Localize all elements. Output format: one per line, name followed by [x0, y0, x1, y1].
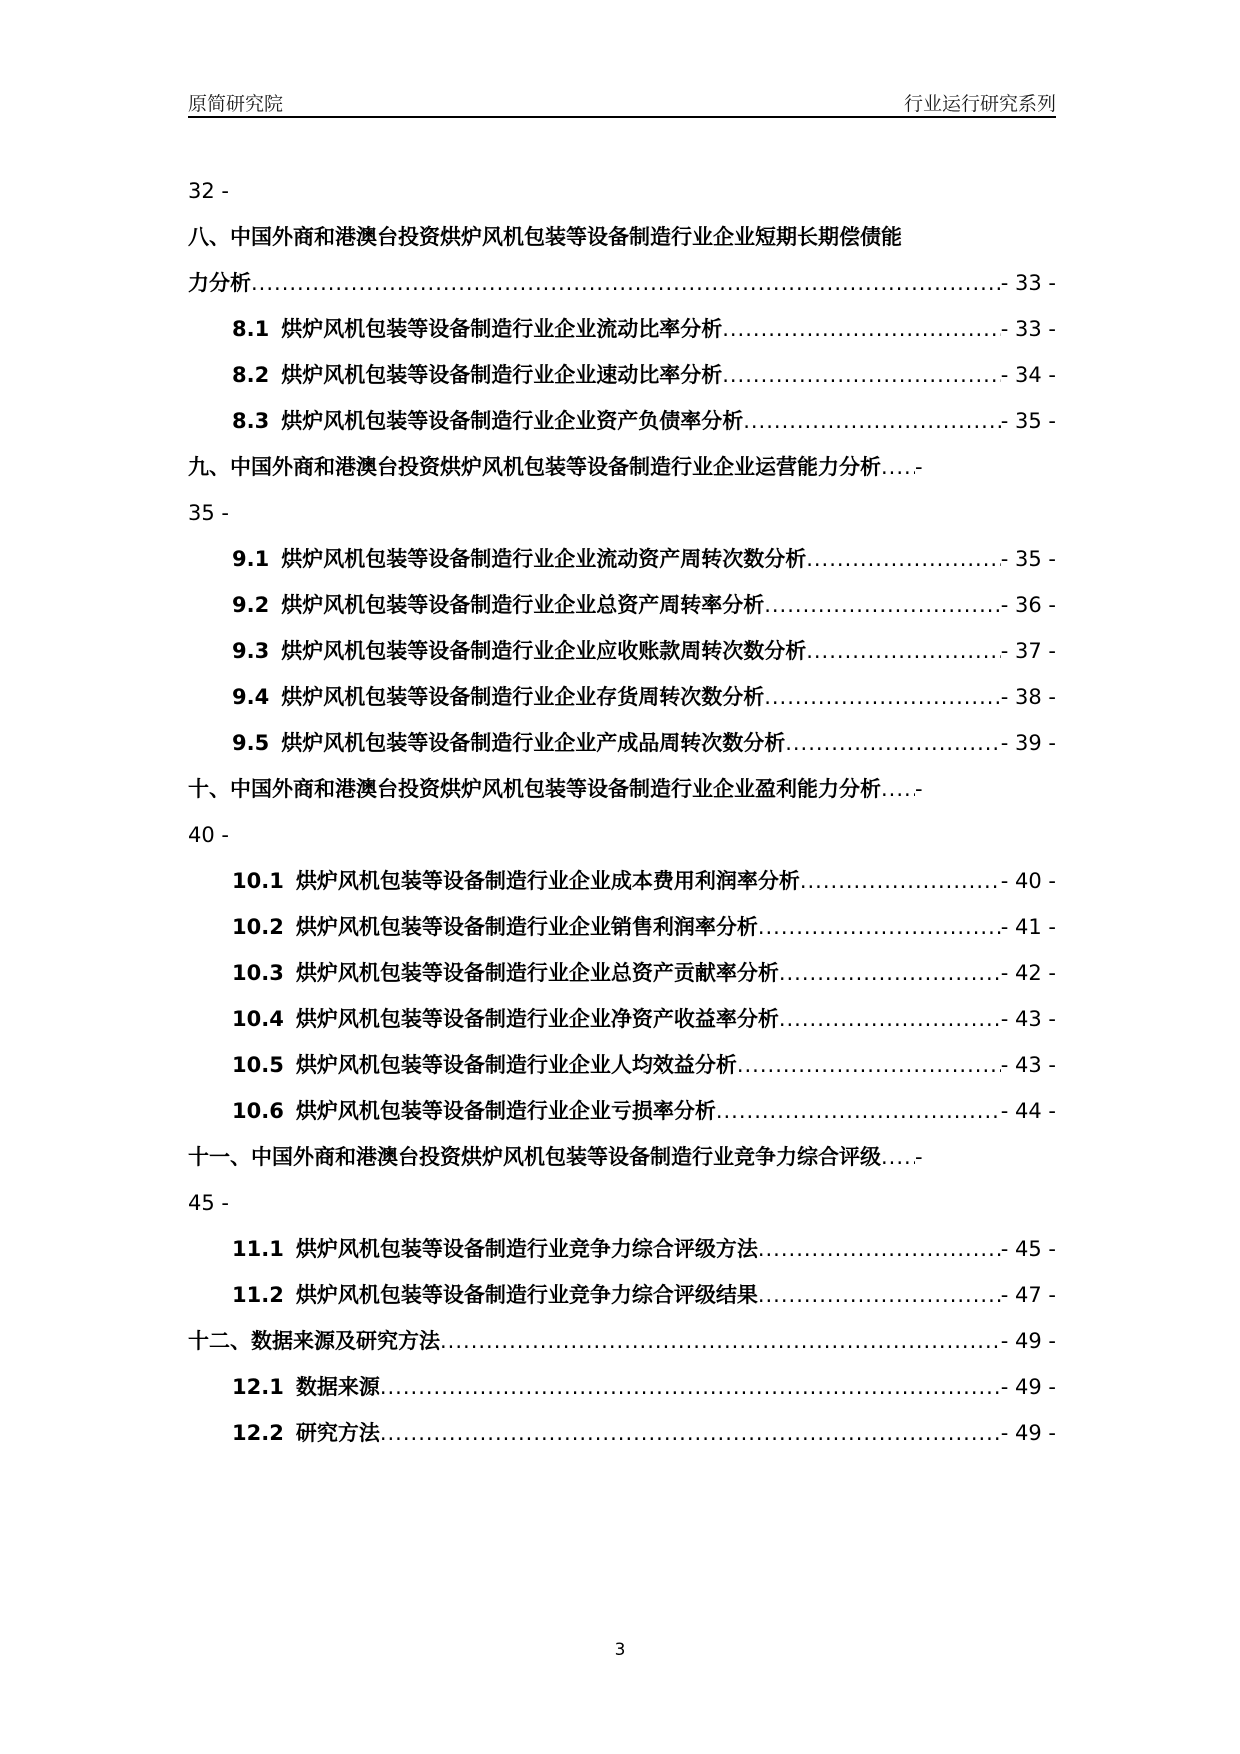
toc-leader-dots — [881, 1134, 915, 1180]
toc-entry-page: - 37 - — [1000, 639, 1056, 663]
toc-entry-title: 十、中国外商和港澳台投资烘炉风机包装等设备制造行业企业盈利能力分析 — [188, 777, 881, 801]
toc-leader-dots — [779, 950, 1001, 996]
toc-entry-title: 烘炉风机包装等设备制造行业企业人均效益分析 — [295, 1053, 737, 1077]
toc-entry-title: 烘炉风机包装等设备制造行业企业总资产周转率分析 — [281, 593, 765, 617]
toc-leader-dots — [737, 1042, 1001, 1088]
toc-leader-dots — [881, 766, 915, 812]
toc-entry-number: 8.3 — [232, 409, 270, 433]
toc-entry-number: 10.6 — [232, 1099, 284, 1123]
toc-entry-11-2[interactable] — [188, 1272, 1056, 1318]
toc-entry-9-3[interactable] — [188, 628, 1056, 674]
toc-entry-page: - 38 - — [1000, 685, 1056, 709]
toc-leader-dots — [881, 444, 915, 490]
toc-entry-9-page-cont — [188, 490, 1056, 536]
toc-leader-dots — [779, 996, 1001, 1042]
toc-entry-page-tail: 35 - — [188, 501, 229, 525]
toc-entry-9-1[interactable] — [188, 536, 1056, 582]
toc-entry-page-tail: 45 - — [188, 1191, 229, 1215]
toc-entry-page-head: - — [915, 1145, 923, 1169]
toc-entry-page: - 36 - — [1000, 593, 1056, 617]
toc-entry-title: 烘炉风机包装等设备制造行业企业产成品周转次数分析 — [281, 731, 786, 755]
toc-leader-dots — [743, 398, 1001, 444]
toc-carry-over-line — [188, 168, 1056, 214]
toc-entry-12-2[interactable] — [188, 1410, 1056, 1456]
toc-leader-dots — [251, 260, 1001, 306]
header-institute-name: 原简研究院 — [188, 93, 284, 115]
toc-entry-9[interactable] — [188, 444, 1056, 490]
toc-entry-number: 12.2 — [232, 1421, 284, 1445]
toc-entry-number: 8.1 — [232, 317, 270, 341]
toc-entry-number: 10.1 — [232, 869, 284, 893]
toc-entry-number: 10.3 — [232, 961, 284, 985]
toc-entry-number: 9.3 — [232, 639, 270, 663]
toc-entry-page: - 49 - — [1000, 1421, 1056, 1445]
toc-entry-10-6[interactable] — [188, 1088, 1056, 1134]
toc-entry-12[interactable] — [188, 1318, 1056, 1364]
toc-leader-dots — [722, 306, 1001, 352]
toc-entry-title: 烘炉风机包装等设备制造行业企业速动比率分析 — [281, 363, 723, 387]
toc-entry-page: - 42 - — [1000, 961, 1056, 985]
toc-entry-page: - 41 - — [1000, 915, 1056, 939]
toc-entry-number: 11.1 — [232, 1237, 284, 1261]
toc-entry-page-head: - — [915, 777, 923, 801]
toc-carry-over-page: 32 - — [188, 179, 229, 203]
toc-entry-title: 烘炉风机包装等设备制造行业企业成本费用利润率分析 — [295, 869, 800, 893]
toc-entry-number: 9.1 — [232, 547, 270, 571]
toc-leader-dots — [785, 720, 1001, 766]
toc-entry-8-3[interactable] — [188, 398, 1056, 444]
toc-entry-page: - 33 - — [1000, 271, 1056, 295]
toc-entry-10-1[interactable] — [188, 858, 1056, 904]
page-header — [188, 86, 1056, 118]
toc-entry-page: - 33 - — [1000, 317, 1056, 341]
toc-entry-8-cont[interactable] — [188, 260, 1056, 306]
toc-entry-title-cont: 力分析 — [188, 271, 251, 295]
table-of-contents — [188, 168, 1056, 1456]
toc-entry-10-page-cont — [188, 812, 1056, 858]
toc-entry-number: 12.1 — [232, 1375, 284, 1399]
toc-leader-dots — [380, 1364, 1001, 1410]
toc-entry-number: 9.5 — [232, 731, 270, 755]
toc-entry-page: - 35 - — [1000, 409, 1056, 433]
toc-entry-page: - 45 - — [1000, 1237, 1056, 1261]
toc-leader-dots — [380, 1410, 1001, 1456]
toc-entry-title: 十一、中国外商和港澳台投资烘炉风机包装等设备制造行业竞争力综合评级 — [188, 1145, 881, 1169]
toc-entry-number: 10.4 — [232, 1007, 284, 1031]
toc-leader-dots — [758, 1272, 1001, 1318]
toc-entry-11-page-cont — [188, 1180, 1056, 1226]
toc-entry-title: 烘炉风机包装等设备制造行业企业流动资产周转次数分析 — [281, 547, 807, 571]
toc-leader-dots — [722, 352, 1001, 398]
page-number: 3 — [614, 1640, 626, 1660]
toc-entry-title: 烘炉风机包装等设备制造行业企业亏损率分析 — [295, 1099, 716, 1123]
toc-entry-title: 烘炉风机包装等设备制造行业企业存货周转次数分析 — [281, 685, 765, 709]
header-series-name: 行业运行研究系列 — [903, 93, 1056, 115]
toc-entry-10[interactable] — [188, 766, 1056, 812]
toc-entry-title: 烘炉风机包装等设备制造行业企业流动比率分析 — [281, 317, 723, 341]
toc-entry-page: - 43 - — [1000, 1053, 1056, 1077]
toc-entry-title: 数据来源 — [295, 1375, 380, 1399]
toc-entry-page: - 49 - — [1000, 1329, 1056, 1353]
toc-leader-dots — [806, 628, 1001, 674]
toc-entry-11-1[interactable] — [188, 1226, 1056, 1272]
toc-entry-page: - 39 - — [1000, 731, 1056, 755]
toc-entry-8[interactable] — [188, 214, 1056, 260]
toc-entry-9-2[interactable] — [188, 582, 1056, 628]
toc-entry-title: 烘炉风机包装等设备制造行业企业资产负债率分析 — [281, 409, 744, 433]
toc-entry-title: 烘炉风机包装等设备制造行业企业销售利润率分析 — [295, 915, 758, 939]
toc-entry-10-4[interactable] — [188, 996, 1056, 1042]
toc-entry-page-tail: 40 - — [188, 823, 229, 847]
toc-leader-dots — [806, 536, 1001, 582]
toc-entry-10-3[interactable] — [188, 950, 1056, 996]
toc-leader-dots — [764, 582, 1001, 628]
toc-leader-dots — [758, 1226, 1001, 1272]
toc-entry-11[interactable] — [188, 1134, 1056, 1180]
toc-entry-number: 10.5 — [232, 1053, 284, 1077]
toc-entry-number: 8.2 — [232, 363, 270, 387]
toc-entry-title: 烘炉风机包装等设备制造行业竞争力综合评级结果 — [295, 1283, 758, 1307]
toc-entry-9-4[interactable] — [188, 674, 1056, 720]
toc-entry-page: - 44 - — [1000, 1099, 1056, 1123]
toc-entry-title: 九、中国外商和港澳台投资烘炉风机包装等设备制造行业企业运营能力分析 — [188, 455, 881, 479]
toc-entry-number: 9.2 — [232, 593, 270, 617]
toc-leader-dots — [440, 1318, 1001, 1364]
toc-leader-dots — [758, 904, 1001, 950]
toc-entry-8-2[interactable] — [188, 352, 1056, 398]
toc-entry-title: 十二、数据来源及研究方法 — [188, 1329, 440, 1353]
toc-entry-12-1[interactable] — [188, 1364, 1056, 1410]
toc-entry-10-2[interactable] — [188, 904, 1056, 950]
toc-entry-page: - 43 - — [1000, 1007, 1056, 1031]
toc-entry-page: - 47 - — [1000, 1283, 1056, 1307]
toc-entry-page: - 35 - — [1000, 547, 1056, 571]
toc-entry-number: 11.2 — [232, 1283, 284, 1307]
toc-entry-9-5[interactable] — [188, 720, 1056, 766]
toc-entry-title: 烘炉风机包装等设备制造行业竞争力综合评级方法 — [295, 1237, 758, 1261]
toc-entry-title: 烘炉风机包装等设备制造行业企业应收账款周转次数分析 — [281, 639, 807, 663]
toc-entry-10-5[interactable] — [188, 1042, 1056, 1088]
toc-entry-page-head: - — [915, 455, 923, 479]
toc-entry-title: 八、中国外商和港澳台投资烘炉风机包装等设备制造行业企业短期长期偿债能 — [188, 225, 902, 249]
toc-entry-title: 烘炉风机包装等设备制造行业企业净资产收益率分析 — [295, 1007, 779, 1031]
toc-entry-page: - 34 - — [1000, 363, 1056, 387]
toc-entry-title: 烘炉风机包装等设备制造行业企业总资产贡献率分析 — [295, 961, 779, 985]
toc-leader-dots — [716, 1088, 1001, 1134]
toc-leader-dots — [800, 858, 1001, 904]
toc-entry-page: - 49 - — [1000, 1375, 1056, 1399]
toc-entry-number: 10.2 — [232, 915, 284, 939]
toc-entry-number: 9.4 — [232, 685, 270, 709]
toc-entry-title: 研究方法 — [295, 1421, 380, 1445]
toc-entry-8-1[interactable] — [188, 306, 1056, 352]
toc-entry-page: - 40 - — [1000, 869, 1056, 893]
toc-leader-dots — [764, 674, 1001, 720]
